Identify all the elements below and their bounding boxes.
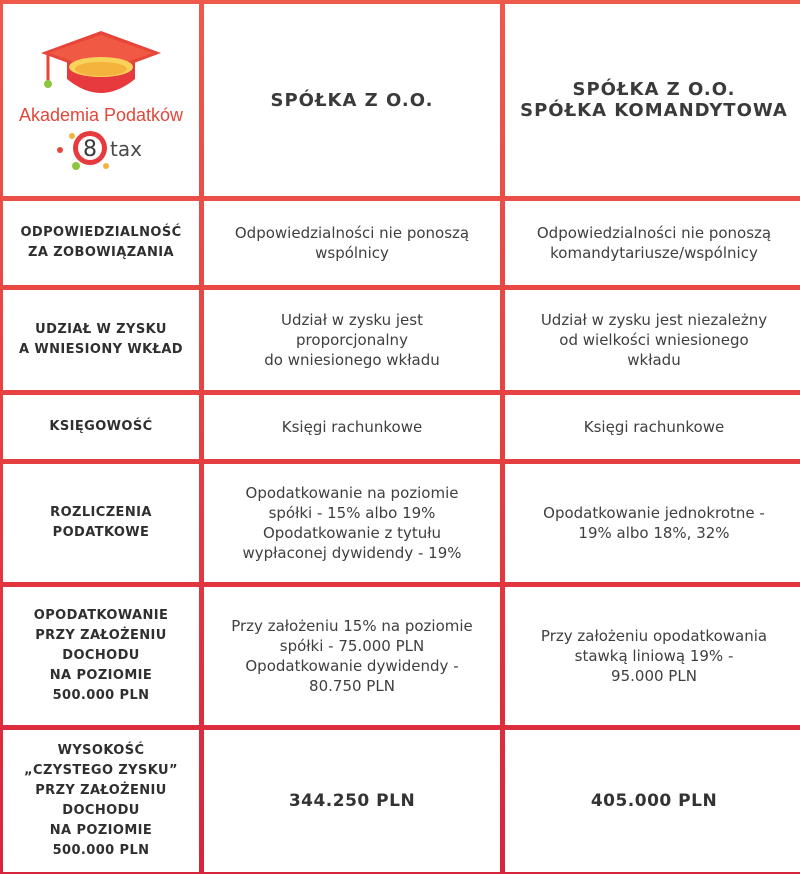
- row-rozliczenia-col2: Opodatkowanie jednokrotne - 19% albo 18%, 32%: [505, 464, 800, 582]
- 8tax-logo-icon: [46, 126, 156, 172]
- row-label-ksiegowosc: KSIĘGOWOŚĆ: [3, 395, 199, 459]
- row-opodatkowanie-col1: Przy założeniu 15% na poziomie spółki - 75.000 PLN Opodatkowanie dywidendy - 80.750 PLN: [204, 587, 500, 725]
- tax-logo-text: tax: [110, 136, 142, 161]
- row-label-opodatkowanie: OPODATKOWANIE PRZY ZAŁOŻENIU DOCHODU NA POZIOMIE 500.000 PLN: [3, 587, 199, 725]
- row-label-rozliczenia: ROZLICZENIA PODATKOWE: [3, 464, 199, 582]
- row-udzial-col1: Udział w zysku jest proporcjonalny do wniesionego wkładu: [204, 290, 500, 390]
- row-ksiegowosc-col1: Księgi rachunkowe: [204, 395, 500, 459]
- row-rozliczenia-col1: Opodatkowanie na poziomie spółki - 15% albo 19% Opodatkowanie z tytułu wypłaconej dywidendy - 19%: [204, 464, 500, 582]
- row-opodatkowanie-col2: Przy założeniu opodatkowania stawką liniową 19% - 95.000 PLN: [505, 587, 800, 725]
- row-czysty-zysk-col1: 344.250 PLN: [204, 730, 500, 872]
- graduation-cap-icon: [39, 29, 163, 103]
- header-spolka-zoo-komandytowa: SPÓŁKA Z O.O. SPÓŁKA KOMANDYTOWA: [505, 4, 800, 196]
- row-ksiegowosc-col2: Księgi rachunkowe: [505, 395, 800, 459]
- header-spolka-zoo: SPÓŁKA Z O.O.: [204, 4, 500, 196]
- row-label-udzial-w-zysku: UDZIAŁ W ZYSKU A WNIESIONY WKŁAD: [3, 290, 199, 390]
- row-udzial-col2: Udział w zysku jest niezależny od wielkości wniesionego wkładu: [505, 290, 800, 390]
- row-label-odpowiedzialnosc: ODPOWIEDZIALNOŚĆ ZA ZOBOWIĄZANIA: [3, 201, 199, 285]
- row-label-czysty-zysk: WYSOKOŚĆ „CZYSTEGO ZYSKU” PRZY ZAŁOŻENIU DOCHODU NA POZIOMIE 500.000 PLN: [3, 730, 199, 872]
- row-czysty-zysk-col2: 405.000 PLN: [505, 730, 800, 872]
- brand-name: Akademia Podatków: [18, 104, 184, 125]
- tax-logo-digit: 8: [83, 136, 97, 162]
- row-odpowiedzialnosc-col1: Odpowiedzialności nie ponoszą wspólnicy: [204, 201, 500, 285]
- logo-cell: [3, 4, 199, 196]
- row-odpowiedzialnosc-col2: Odpowiedzialności nie ponoszą komandytariusze/wspólnicy: [505, 201, 800, 285]
